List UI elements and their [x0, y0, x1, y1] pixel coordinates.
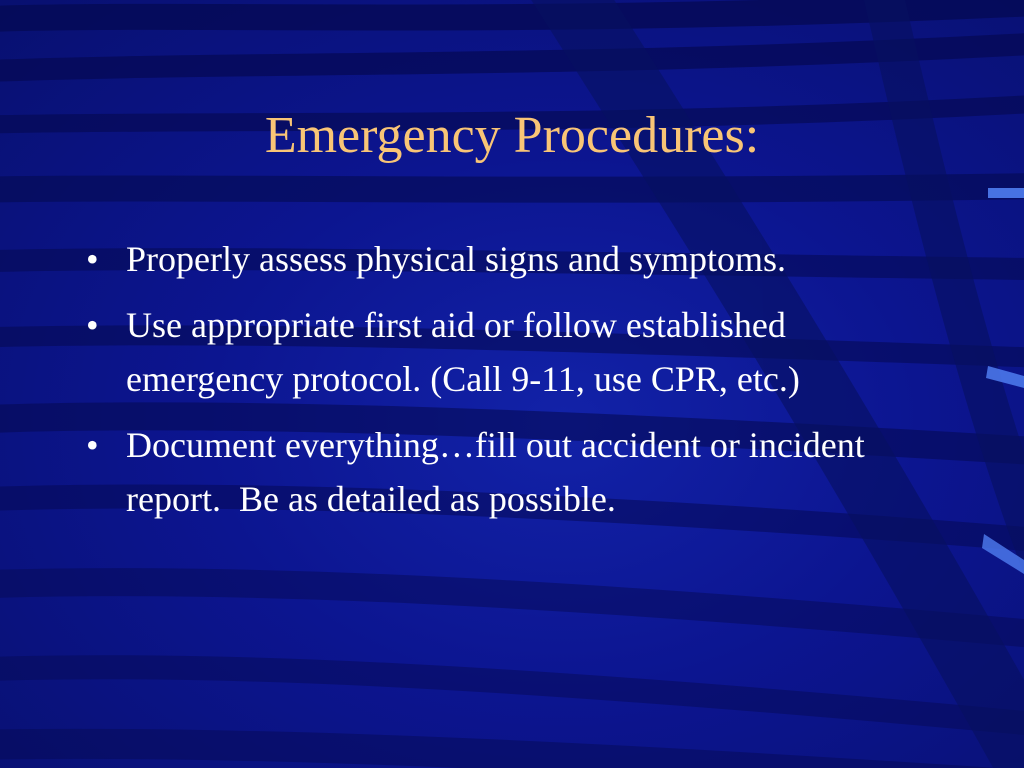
bullet-item [86, 418, 946, 526]
bullet-text: Use appropriate first aid or follow established emergency protocol. (Call 9-11, use CPR, etc.) [126, 305, 800, 399]
accent-mark-1 [988, 188, 1024, 198]
bullet-list [86, 232, 946, 538]
bullet-item [86, 232, 946, 286]
bullet-dot: • [86, 239, 99, 279]
bullet-dot: • [86, 305, 99, 345]
bullet-dot: • [86, 425, 99, 465]
bullet-item [86, 298, 946, 406]
bullet-text: Document everything…fill out accident or incident report. Be as detailed as possible. [126, 425, 874, 519]
bullet-text: Properly assess physical signs and symptoms. [126, 239, 786, 279]
slide-title: Emergency Procedures: [264, 107, 760, 164]
